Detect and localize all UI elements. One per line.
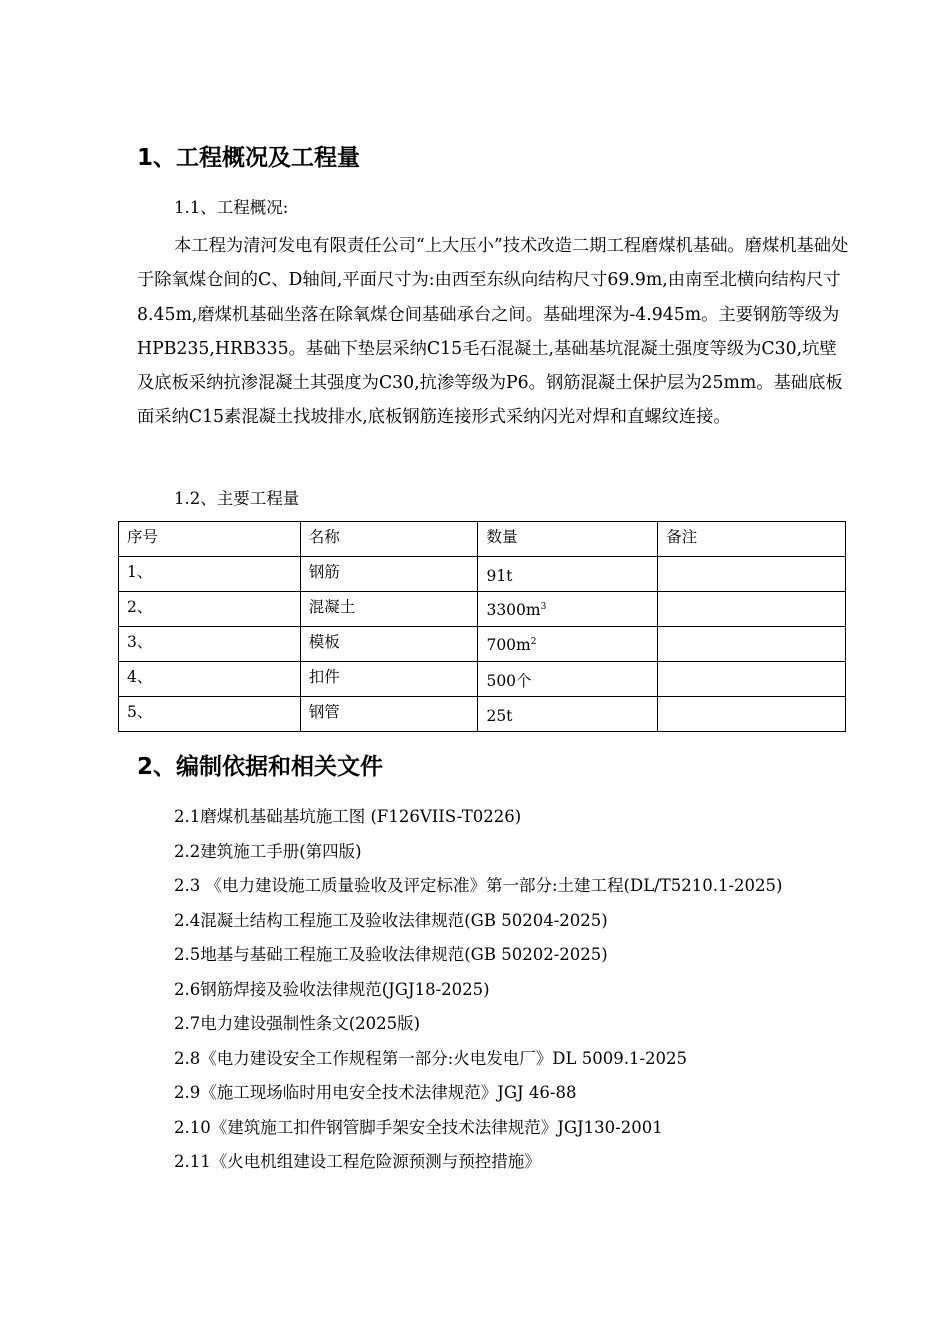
cell-name: 钢筋: [300, 557, 478, 592]
project-overview-paragraph: 本工程为清河发电有限责任公司“上大压小”技术改造二期工程磨煤机基础。磨煤机基础处于除氧煤仓间的C、D轴间,平面尺寸为:由西至东纵向结构尺寸69.9m,由南至北横向结构尺寸8.45m,磨煤机基础坐落在除氧煤仓间基础承台之间。基础埋深为-4.945m。主要钢筋等级为HPB235,HRB335。基础下垫层采纳C15毛石混凝土,基础基坑混凝土强度等级为C30,坑壁及底板采纳抗渗混凝土其强度为C30,抗渗等级为P6。钢筋混凝土保护层为25mm。基础底板面采纳C15素混凝土找坡排水,底板钢筋连接形式采纳闪光对焊和直螺纹连接。: [137, 236, 849, 428]
qty-unit-exponent: 3: [540, 602, 547, 613]
section2-heading: 2、编制依据和相关文件: [137, 754, 384, 780]
table-row: [119, 557, 846, 592]
table-header-row: [119, 522, 846, 557]
qty-value: 500个: [486, 672, 532, 691]
list-item: 2.8《电力建设安全工作规程第一部分:火电发电厂》DL 5009.1-2025: [174, 1048, 688, 1068]
cell-note: [658, 697, 846, 732]
cell-qty: [478, 662, 658, 697]
list-item: 2.4混凝土结构工程施工及验收法律规范(GB 50204-2025): [174, 910, 608, 930]
section1-heading: 1、工程概况及工程量: [137, 145, 361, 171]
list-item: 2.3 《电力建设施工质量验收及评定标准》第一部分:土建工程(DL/T5210.1-2025): [174, 876, 783, 895]
cell-note: [658, 557, 846, 592]
subsection-1-1-heading: 1.1、工程概况:: [174, 198, 289, 217]
list-item: 2.10《建筑施工扣件钢管脚手架安全技术法律规范》JGJ130-2001: [174, 1117, 663, 1137]
cell-no: 3、: [119, 627, 301, 662]
header-cell-note: 备注: [658, 522, 846, 557]
qty-value: 3300m: [486, 601, 541, 620]
table-row: [119, 697, 846, 732]
list-item: 2.2建筑施工手册(第四版): [174, 841, 362, 861]
list-item: 2.5地基与基础工程施工及验收法律规范(GB 50202-2025): [174, 945, 608, 964]
qty-unit-exponent: 2: [530, 637, 537, 648]
cell-name: 扣件: [300, 662, 478, 697]
list-item: 2.6钢筋焊接及验收法律规范(JGJ18-2025): [174, 979, 490, 999]
cell-no: 5、: [119, 697, 301, 732]
cell-name: 钢管: [300, 697, 478, 732]
list-item: 2.1磨煤机基础基坑施工图 (F126VIIS-T0226): [174, 807, 522, 826]
qty-value: 91t: [486, 567, 513, 586]
table-row: [119, 627, 846, 662]
table-row: [119, 592, 846, 627]
cell-note: [658, 662, 846, 697]
cell-qty: [478, 627, 658, 662]
list-item: 2.9《施工现场临时用电安全技术法律规范》JGJ 46-88: [174, 1083, 577, 1102]
cell-note: [658, 627, 846, 662]
cell-name: 混凝土: [300, 592, 478, 627]
cell-qty: [478, 697, 658, 732]
list-item: 2.7电力建设强制性条文(2025版): [174, 1014, 421, 1033]
cell-note: [658, 592, 846, 627]
cell-qty: [478, 592, 658, 627]
reference-list: [137, 800, 849, 1180]
header-cell-qty: 数量: [478, 522, 658, 557]
cell-no: 2、: [119, 592, 301, 627]
cell-qty: [478, 557, 658, 592]
qty-value: 700m: [486, 636, 531, 655]
table-row: [119, 662, 846, 697]
qty-value: 25t: [486, 707, 513, 726]
quantities-table: [118, 521, 846, 732]
list-item: 2.11《火电机组建设工程危险源预测与预控措施》: [174, 1152, 541, 1171]
cell-name: 模板: [300, 627, 478, 662]
header-cell-name: 名称: [300, 522, 478, 557]
cell-no: 1、: [119, 557, 301, 592]
header-cell-no: 序号: [119, 522, 301, 557]
cell-no: 4、: [119, 662, 301, 697]
subsection-1-2-heading: 1.2、主要工程量: [174, 489, 300, 508]
